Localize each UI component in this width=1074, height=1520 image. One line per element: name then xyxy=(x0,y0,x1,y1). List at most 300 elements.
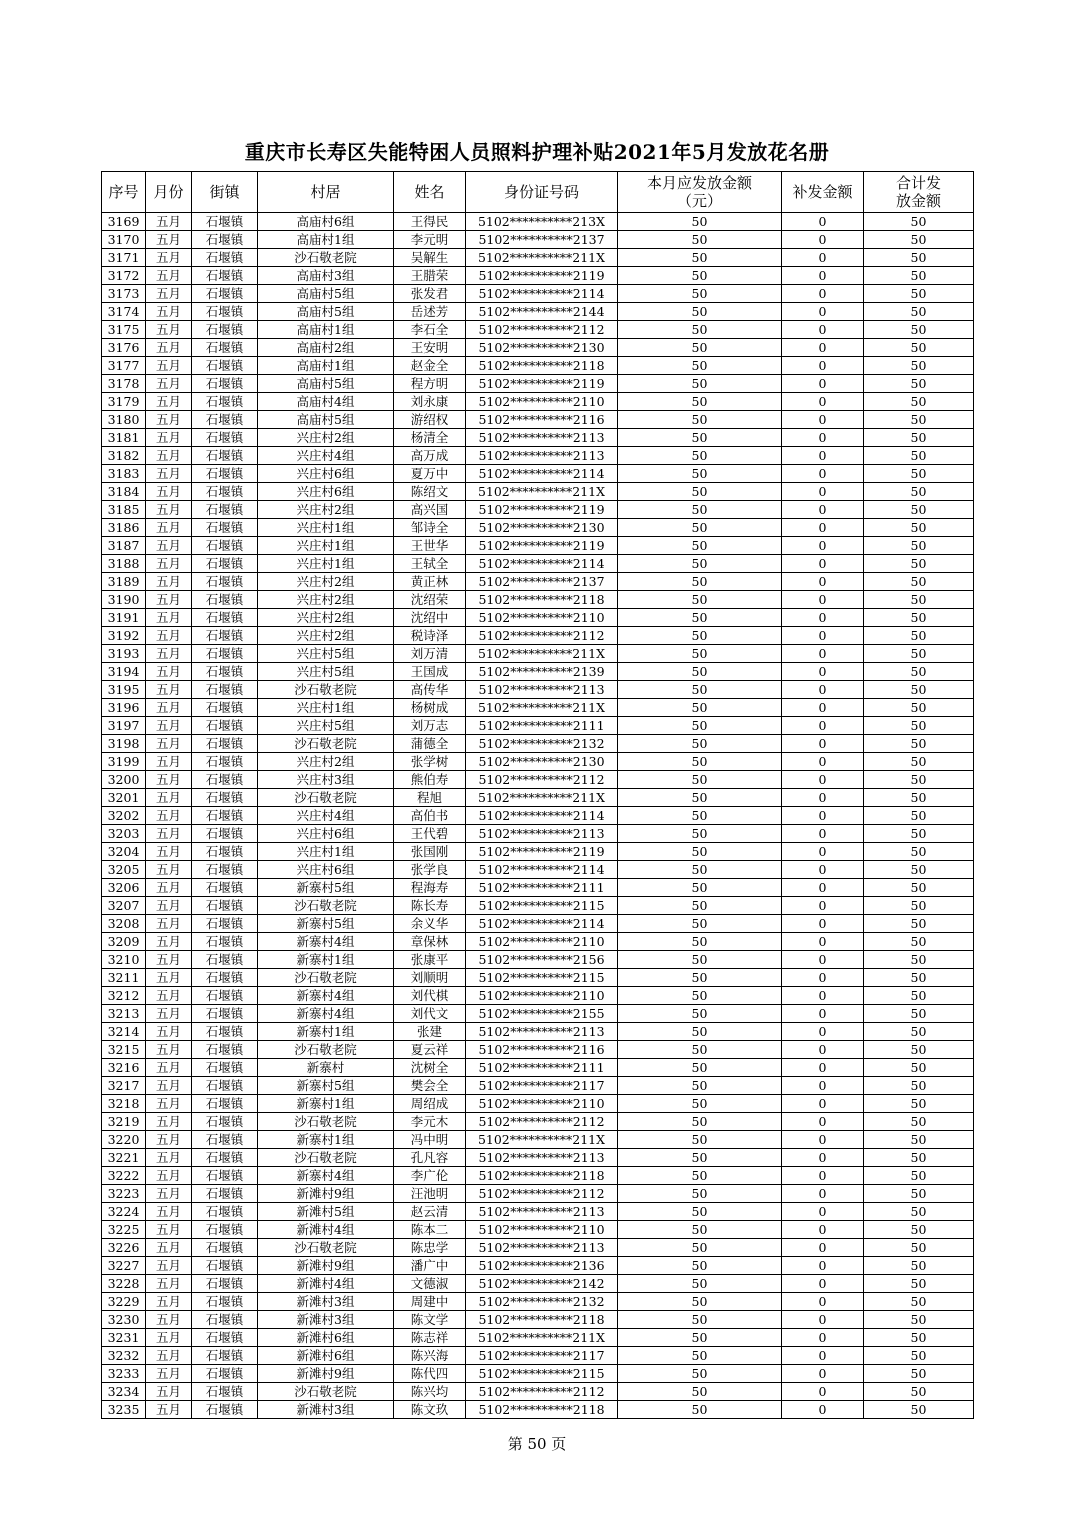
cell-index: 3222 xyxy=(102,1167,146,1185)
cell-monthly-amount: 50 xyxy=(618,393,782,411)
cell-town: 石堰镇 xyxy=(192,1239,258,1257)
cell-total: 50 xyxy=(864,915,974,933)
cell-village: 新滩村6组 xyxy=(258,1329,394,1347)
cell-name: 王代碧 xyxy=(394,825,466,843)
cell-month: 五月 xyxy=(146,465,192,483)
cell-monthly-amount: 50 xyxy=(618,1131,782,1149)
cell-supplement: 0 xyxy=(782,1005,864,1023)
cell-month: 五月 xyxy=(146,915,192,933)
cell-supplement: 0 xyxy=(782,861,864,879)
cell-village: 新寨村4组 xyxy=(258,1167,394,1185)
table-row xyxy=(102,447,974,465)
cell-id-number: 5102**********2112 xyxy=(466,1113,618,1131)
cell-name: 税诗泽 xyxy=(394,627,466,645)
cell-total: 50 xyxy=(864,879,974,897)
cell-id-number: 5102**********2111 xyxy=(466,879,618,897)
cell-monthly-amount: 50 xyxy=(618,519,782,537)
cell-monthly-amount: 50 xyxy=(618,1221,782,1239)
cell-village: 沙石敬老院 xyxy=(258,735,394,753)
cell-index: 3190 xyxy=(102,591,146,609)
cell-id-number: 5102**********2119 xyxy=(466,501,618,519)
cell-supplement: 0 xyxy=(782,771,864,789)
cell-name: 文德淑 xyxy=(394,1275,466,1293)
cell-index: 3184 xyxy=(102,483,146,501)
cell-town: 石堰镇 xyxy=(192,1329,258,1347)
cell-supplement: 0 xyxy=(782,1239,864,1257)
cell-town: 石堰镇 xyxy=(192,915,258,933)
cell-total: 50 xyxy=(864,465,974,483)
table-row xyxy=(102,1365,974,1383)
cell-month: 五月 xyxy=(146,285,192,303)
table-row xyxy=(102,753,974,771)
cell-town: 石堰镇 xyxy=(192,573,258,591)
cell-total: 50 xyxy=(864,429,974,447)
cell-month: 五月 xyxy=(146,807,192,825)
cell-index: 3175 xyxy=(102,321,146,339)
cell-name: 李石全 xyxy=(394,321,466,339)
cell-town: 石堰镇 xyxy=(192,879,258,897)
cell-village: 新滩村4组 xyxy=(258,1221,394,1239)
cell-total: 50 xyxy=(864,807,974,825)
cell-supplement: 0 xyxy=(782,681,864,699)
cell-town: 石堰镇 xyxy=(192,357,258,375)
cell-month: 五月 xyxy=(146,267,192,285)
cell-monthly-amount: 50 xyxy=(618,627,782,645)
cell-index: 3172 xyxy=(102,267,146,285)
cell-monthly-amount: 50 xyxy=(618,681,782,699)
table-row xyxy=(102,321,974,339)
table-row xyxy=(102,249,974,267)
cell-id-number: 5102**********2112 xyxy=(466,627,618,645)
cell-monthly-amount: 50 xyxy=(618,735,782,753)
cell-name: 高万成 xyxy=(394,447,466,465)
cell-supplement: 0 xyxy=(782,537,864,555)
cell-town: 石堰镇 xyxy=(192,681,258,699)
cell-monthly-amount: 50 xyxy=(618,789,782,807)
cell-id-number: 5102**********2137 xyxy=(466,573,618,591)
cell-id-number: 5102**********2110 xyxy=(466,1221,618,1239)
cell-id-number: 5102**********2142 xyxy=(466,1275,618,1293)
cell-index: 3210 xyxy=(102,951,146,969)
cell-monthly-amount: 50 xyxy=(618,1077,782,1095)
cell-month: 五月 xyxy=(146,1239,192,1257)
cell-town: 石堰镇 xyxy=(192,1077,258,1095)
cell-town: 石堰镇 xyxy=(192,519,258,537)
cell-supplement: 0 xyxy=(782,501,864,519)
cell-monthly-amount: 50 xyxy=(618,357,782,375)
cell-total: 50 xyxy=(864,933,974,951)
cell-village: 新滩村9组 xyxy=(258,1365,394,1383)
cell-index: 3173 xyxy=(102,285,146,303)
cell-supplement: 0 xyxy=(782,1077,864,1095)
cell-monthly-amount: 50 xyxy=(618,1329,782,1347)
table-row xyxy=(102,1005,974,1023)
cell-monthly-amount: 50 xyxy=(618,267,782,285)
table-row xyxy=(102,1293,974,1311)
cell-town: 石堰镇 xyxy=(192,1383,258,1401)
cell-town: 石堰镇 xyxy=(192,555,258,573)
cell-month: 五月 xyxy=(146,1383,192,1401)
cell-town: 石堰镇 xyxy=(192,1185,258,1203)
cell-name: 周绍成 xyxy=(394,1095,466,1113)
cell-village: 新寨村5组 xyxy=(258,879,394,897)
table-row xyxy=(102,1401,974,1419)
cell-monthly-amount: 50 xyxy=(618,825,782,843)
cell-village: 兴庄村6组 xyxy=(258,483,394,501)
cell-village: 沙石敬老院 xyxy=(258,1149,394,1167)
header-town: 街镇 xyxy=(192,172,258,213)
table-row xyxy=(102,285,974,303)
header-monthly-amount: 本月应发放金额（元） xyxy=(618,172,782,213)
cell-index: 3171 xyxy=(102,249,146,267)
header-name: 姓名 xyxy=(394,172,466,213)
cell-name: 刘万清 xyxy=(394,645,466,663)
cell-month: 五月 xyxy=(146,249,192,267)
cell-month: 五月 xyxy=(146,897,192,915)
cell-index: 3183 xyxy=(102,465,146,483)
cell-total: 50 xyxy=(864,663,974,681)
cell-town: 石堰镇 xyxy=(192,1023,258,1041)
cell-supplement: 0 xyxy=(782,519,864,537)
cell-supplement: 0 xyxy=(782,1293,864,1311)
cell-month: 五月 xyxy=(146,231,192,249)
table-row xyxy=(102,1329,974,1347)
cell-index: 3207 xyxy=(102,897,146,915)
cell-town: 石堰镇 xyxy=(192,411,258,429)
cell-town: 石堰镇 xyxy=(192,753,258,771)
cell-id-number: 5102**********2110 xyxy=(466,609,618,627)
cell-id-number: 5102**********2116 xyxy=(466,411,618,429)
cell-town: 石堰镇 xyxy=(192,933,258,951)
cell-supplement: 0 xyxy=(782,897,864,915)
cell-index: 3181 xyxy=(102,429,146,447)
cell-month: 五月 xyxy=(146,501,192,519)
cell-name: 刘代文 xyxy=(394,1005,466,1023)
cell-supplement: 0 xyxy=(782,267,864,285)
cell-total: 50 xyxy=(864,681,974,699)
cell-month: 五月 xyxy=(146,1275,192,1293)
cell-town: 石堰镇 xyxy=(192,1221,258,1239)
cell-monthly-amount: 50 xyxy=(618,987,782,1005)
cell-index: 3180 xyxy=(102,411,146,429)
cell-month: 五月 xyxy=(146,717,192,735)
cell-total: 50 xyxy=(864,969,974,987)
cell-id-number: 5102**********213X xyxy=(466,213,618,231)
cell-month: 五月 xyxy=(146,393,192,411)
cell-index: 3197 xyxy=(102,717,146,735)
cell-town: 石堰镇 xyxy=(192,1041,258,1059)
table-row xyxy=(102,861,974,879)
cell-supplement: 0 xyxy=(782,717,864,735)
cell-id-number: 5102**********2119 xyxy=(466,267,618,285)
cell-village: 新寨村4组 xyxy=(258,933,394,951)
cell-total: 50 xyxy=(864,339,974,357)
cell-month: 五月 xyxy=(146,573,192,591)
cell-total: 50 xyxy=(864,1185,974,1203)
cell-month: 五月 xyxy=(146,555,192,573)
table-row xyxy=(102,969,974,987)
cell-index: 3213 xyxy=(102,1005,146,1023)
cell-supplement: 0 xyxy=(782,645,864,663)
cell-town: 石堰镇 xyxy=(192,339,258,357)
cell-supplement: 0 xyxy=(782,1383,864,1401)
cell-name: 杨树成 xyxy=(394,699,466,717)
cell-village: 新寨村5组 xyxy=(258,915,394,933)
cell-index: 3209 xyxy=(102,933,146,951)
cell-index: 3226 xyxy=(102,1239,146,1257)
cell-name: 吴解生 xyxy=(394,249,466,267)
cell-town: 石堰镇 xyxy=(192,501,258,519)
cell-name: 章保林 xyxy=(394,933,466,951)
cell-id-number: 5102**********2114 xyxy=(466,555,618,573)
cell-supplement: 0 xyxy=(782,663,864,681)
cell-month: 五月 xyxy=(146,303,192,321)
cell-monthly-amount: 50 xyxy=(618,609,782,627)
cell-name: 黄正林 xyxy=(394,573,466,591)
cell-total: 50 xyxy=(864,591,974,609)
table-row xyxy=(102,789,974,807)
cell-name: 张学树 xyxy=(394,753,466,771)
cell-id-number: 5102**********2156 xyxy=(466,951,618,969)
cell-name: 王安明 xyxy=(394,339,466,357)
cell-month: 五月 xyxy=(146,213,192,231)
cell-month: 五月 xyxy=(146,1221,192,1239)
cell-village: 兴庄村2组 xyxy=(258,501,394,519)
cell-id-number: 5102**********211X xyxy=(466,249,618,267)
cell-month: 五月 xyxy=(146,951,192,969)
table-row xyxy=(102,483,974,501)
cell-id-number: 5102**********211X xyxy=(466,645,618,663)
cell-month: 五月 xyxy=(146,1203,192,1221)
cell-village: 兴庄村2组 xyxy=(258,609,394,627)
cell-name: 蒲德全 xyxy=(394,735,466,753)
table-row xyxy=(102,213,974,231)
cell-total: 50 xyxy=(864,375,974,393)
cell-id-number: 5102**********2115 xyxy=(466,897,618,915)
table-row xyxy=(102,915,974,933)
cell-name: 高兴国 xyxy=(394,501,466,519)
header-total: 合计发放金额 xyxy=(864,172,974,213)
cell-id-number: 5102**********2118 xyxy=(466,1401,618,1419)
cell-village: 新滩村9组 xyxy=(258,1257,394,1275)
cell-id-number: 5102**********2114 xyxy=(466,861,618,879)
cell-village: 兴庄村1组 xyxy=(258,699,394,717)
cell-name: 王轼全 xyxy=(394,555,466,573)
cell-total: 50 xyxy=(864,1347,974,1365)
cell-monthly-amount: 50 xyxy=(618,1275,782,1293)
cell-name: 程旭 xyxy=(394,789,466,807)
cell-index: 3224 xyxy=(102,1203,146,1221)
cell-supplement: 0 xyxy=(782,1203,864,1221)
table-row xyxy=(102,1059,974,1077)
cell-monthly-amount: 50 xyxy=(618,249,782,267)
cell-index: 3198 xyxy=(102,735,146,753)
cell-supplement: 0 xyxy=(782,555,864,573)
cell-index: 3174 xyxy=(102,303,146,321)
cell-index: 3169 xyxy=(102,213,146,231)
cell-supplement: 0 xyxy=(782,573,864,591)
table-row xyxy=(102,537,974,555)
cell-town: 石堰镇 xyxy=(192,699,258,717)
cell-monthly-amount: 50 xyxy=(618,375,782,393)
cell-supplement: 0 xyxy=(782,1311,864,1329)
cell-supplement: 0 xyxy=(782,1365,864,1383)
cell-month: 五月 xyxy=(146,969,192,987)
table-row xyxy=(102,375,974,393)
cell-monthly-amount: 50 xyxy=(618,1383,782,1401)
cell-monthly-amount: 50 xyxy=(618,1095,782,1113)
cell-town: 石堰镇 xyxy=(192,249,258,267)
cell-month: 五月 xyxy=(146,879,192,897)
table-row xyxy=(102,573,974,591)
cell-village: 沙石敬老院 xyxy=(258,1113,394,1131)
table-row xyxy=(102,1023,974,1041)
cell-id-number: 5102**********2132 xyxy=(466,1293,618,1311)
cell-village: 沙石敬老院 xyxy=(258,969,394,987)
cell-total: 50 xyxy=(864,1203,974,1221)
cell-index: 3227 xyxy=(102,1257,146,1275)
cell-village: 兴庄村1组 xyxy=(258,555,394,573)
table-row xyxy=(102,429,974,447)
cell-id-number: 5102**********2130 xyxy=(466,753,618,771)
cell-village: 新寨村1组 xyxy=(258,1095,394,1113)
cell-name: 张建 xyxy=(394,1023,466,1041)
cell-town: 石堰镇 xyxy=(192,285,258,303)
cell-id-number: 5102**********2132 xyxy=(466,735,618,753)
table-row xyxy=(102,501,974,519)
cell-name: 张国刚 xyxy=(394,843,466,861)
cell-month: 五月 xyxy=(146,843,192,861)
cell-monthly-amount: 50 xyxy=(618,285,782,303)
cell-supplement: 0 xyxy=(782,483,864,501)
cell-name: 沈树全 xyxy=(394,1059,466,1077)
cell-total: 50 xyxy=(864,267,974,285)
table-row xyxy=(102,933,974,951)
cell-total: 50 xyxy=(864,645,974,663)
cell-name: 岳述芳 xyxy=(394,303,466,321)
cell-month: 五月 xyxy=(146,519,192,537)
cell-village: 新滩村5组 xyxy=(258,1203,394,1221)
table-row xyxy=(102,771,974,789)
cell-month: 五月 xyxy=(146,1401,192,1419)
table-body xyxy=(102,213,974,1419)
cell-village: 兴庄村6组 xyxy=(258,465,394,483)
page-number: 第 50 页 xyxy=(507,1435,567,1453)
cell-index: 3196 xyxy=(102,699,146,717)
cell-village: 新滩村9组 xyxy=(258,1185,394,1203)
cell-index: 3182 xyxy=(102,447,146,465)
cell-supplement: 0 xyxy=(782,1185,864,1203)
cell-village: 高庙村1组 xyxy=(258,357,394,375)
cell-monthly-amount: 50 xyxy=(618,411,782,429)
cell-name: 沈绍中 xyxy=(394,609,466,627)
cell-village: 新寨村1组 xyxy=(258,1023,394,1041)
cell-village: 高庙村5组 xyxy=(258,375,394,393)
cell-village: 新寨村1组 xyxy=(258,951,394,969)
table-row xyxy=(102,1185,974,1203)
cell-month: 五月 xyxy=(146,645,192,663)
cell-supplement: 0 xyxy=(782,843,864,861)
cell-total: 50 xyxy=(864,1041,974,1059)
cell-total: 50 xyxy=(864,213,974,231)
cell-month: 五月 xyxy=(146,1131,192,1149)
cell-town: 石堰镇 xyxy=(192,645,258,663)
header-supplement: 补发金额 xyxy=(782,172,864,213)
cell-name: 张康平 xyxy=(394,951,466,969)
cell-monthly-amount: 50 xyxy=(618,1203,782,1221)
cell-id-number: 5102**********2113 xyxy=(466,1203,618,1221)
cell-town: 石堰镇 xyxy=(192,1167,258,1185)
cell-supplement: 0 xyxy=(782,357,864,375)
cell-village: 新滩村3组 xyxy=(258,1401,394,1419)
cell-month: 五月 xyxy=(146,375,192,393)
cell-total: 50 xyxy=(864,1095,974,1113)
cell-name: 李元明 xyxy=(394,231,466,249)
cell-supplement: 0 xyxy=(782,591,864,609)
cell-village: 高庙村5组 xyxy=(258,411,394,429)
cell-town: 石堰镇 xyxy=(192,213,258,231)
table-row xyxy=(102,1275,974,1293)
cell-id-number: 5102**********211X xyxy=(466,789,618,807)
cell-index: 3205 xyxy=(102,861,146,879)
cell-town: 石堰镇 xyxy=(192,969,258,987)
cell-id-number: 5102**********2144 xyxy=(466,303,618,321)
cell-index: 3176 xyxy=(102,339,146,357)
table-row xyxy=(102,1131,974,1149)
cell-supplement: 0 xyxy=(782,213,864,231)
cell-monthly-amount: 50 xyxy=(618,879,782,897)
cell-name: 陈兴海 xyxy=(394,1347,466,1365)
cell-town: 石堰镇 xyxy=(192,1149,258,1167)
cell-id-number: 5102**********2113 xyxy=(466,447,618,465)
cell-index: 3203 xyxy=(102,825,146,843)
cell-total: 50 xyxy=(864,897,974,915)
cell-id-number: 5102**********2112 xyxy=(466,771,618,789)
cell-village: 新寨村4组 xyxy=(258,987,394,1005)
cell-index: 3204 xyxy=(102,843,146,861)
cell-town: 石堰镇 xyxy=(192,393,258,411)
cell-index: 3219 xyxy=(102,1113,146,1131)
cell-id-number: 5102**********2116 xyxy=(466,1041,618,1059)
cell-month: 五月 xyxy=(146,1005,192,1023)
cell-month: 五月 xyxy=(146,1149,192,1167)
table-row xyxy=(102,717,974,735)
cell-total: 50 xyxy=(864,483,974,501)
cell-village: 兴庄村1组 xyxy=(258,843,394,861)
cell-town: 石堰镇 xyxy=(192,717,258,735)
cell-name: 王腊荣 xyxy=(394,267,466,285)
cell-town: 石堰镇 xyxy=(192,897,258,915)
cell-id-number: 5102**********2137 xyxy=(466,231,618,249)
cell-name: 刘万志 xyxy=(394,717,466,735)
cell-town: 石堰镇 xyxy=(192,1203,258,1221)
cell-monthly-amount: 50 xyxy=(618,1293,782,1311)
cell-monthly-amount: 50 xyxy=(618,447,782,465)
cell-supplement: 0 xyxy=(782,249,864,267)
cell-monthly-amount: 50 xyxy=(618,483,782,501)
cell-village: 高庙村1组 xyxy=(258,231,394,249)
cell-total: 50 xyxy=(864,699,974,717)
cell-month: 五月 xyxy=(146,1347,192,1365)
cell-supplement: 0 xyxy=(782,699,864,717)
cell-monthly-amount: 50 xyxy=(618,1149,782,1167)
cell-town: 石堰镇 xyxy=(192,1257,258,1275)
cell-id-number: 5102**********211X xyxy=(466,699,618,717)
cell-monthly-amount: 50 xyxy=(618,1239,782,1257)
cell-name: 高伯书 xyxy=(394,807,466,825)
cell-supplement: 0 xyxy=(782,375,864,393)
cell-month: 五月 xyxy=(146,447,192,465)
